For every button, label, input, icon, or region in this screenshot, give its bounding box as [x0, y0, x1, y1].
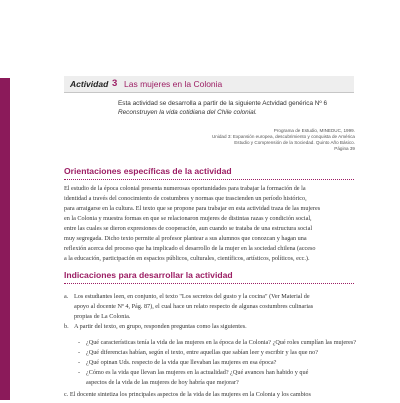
activity-header [64, 76, 354, 93]
activity-number: 3 [112, 78, 118, 89]
left-accent-bar [0, 78, 10, 400]
activity-title: Las mujeres en la Colonia [124, 79, 223, 89]
bullet-dash: - [78, 359, 81, 366]
list-item-line: propias de La Colonia. [74, 313, 131, 320]
activity-label: Actividad [70, 79, 109, 89]
list-marker: b. [64, 323, 69, 330]
heading-divider [64, 179, 354, 180]
section-heading: Orientaciones específicas de la actividad [64, 166, 232, 176]
cut-off-line-text: c. El docente sintetiza los principales aspectos de la vida de las mujeres en la Colonia y los cambios [64, 391, 311, 398]
source-line: Unidad 3: Expansión europea, descubrimiento y conquista de América [211, 134, 355, 139]
bullet-dash: - [78, 369, 81, 376]
bullet-line: ¿Qué características tenía la vida de las mujeres en la época de la Colonia? ¿Qué roles cumplían las mujeres? [86, 339, 357, 346]
paragraph-line: El estudio de la época colonial presenta numerosas oportunidades para trabajar la formación de la [64, 185, 306, 192]
source-line: Programa de Estudio, MINEDUC, 1999. [273, 128, 355, 133]
heading-divider [64, 283, 354, 284]
paragraph-line: muy segregada. Dicho texto permite al profesor plantear a sus alumnos que conozcan y hagan una [64, 235, 307, 242]
paragraph-line: para arraigarse en la cultura. El texto que se propone para trabajar en esta actividad traza de las mujeres [64, 205, 321, 212]
generic-activity-line: Esta actividad se desarrolla a partir de la siguiente Actvidad genérica Nº 6 [118, 100, 328, 107]
source-line: Página 39 [334, 146, 355, 151]
list-item-line: apoyo al docente Nº 4, Pág. 87), el cual hace un relato respecto de algunas costumbres culinarias [74, 303, 314, 310]
paragraph-line: entre las cuales se dieron expresiones de cooperación, aun cuando se trataba de una estructura social [64, 225, 313, 232]
source-line: Estudio y Comprensión de la Sociedad. Quinto Año Básico. [234, 140, 355, 145]
paragraph-line: identidad a través del conocimiento de costumbres y normas que trascienden un período histórico, [64, 195, 307, 202]
generic-activity-title: Reconstruyen la vida cotidiana del Chile colonial. [118, 109, 257, 116]
paragraph-line: a la educación, participación en espacios públicos, culturales, científicos, artísticos, políticos, ecc.). [64, 255, 310, 262]
paragraph-line: reflexión acerca del proceso que ha implicado el desarrollo de la mujer en la sociedad chilena (acceso [64, 245, 316, 252]
bullet-line: aspectos de la vida de las mujeres de hoy habría que mejorar? [86, 379, 239, 386]
list-marker: a. [64, 293, 69, 300]
paragraph-line: en la Colonia y muestra formas en que se relacionaron mujeres de distintas razas y condición social, [64, 215, 312, 222]
bullet-line: ¿Qué opinan Uds. respecto de la vida que llevaban las mujeres en esa época? [86, 359, 277, 366]
list-item-line: A partir del texto, en grupo, responden preguntas como las siguientes. [74, 323, 247, 330]
list-item-line: Los estudiantes leen, en conjunto, el texto "Los secretos del gusto y la cocina" (Ver Material de [74, 293, 310, 300]
bullet-line: ¿Qué diferencias habían, según el texto, entre aquellas que sabían leer y escribir y las que no? [86, 349, 318, 356]
section-heading: Indicaciones para desarrollar la actividad [64, 270, 233, 280]
cut-off-line [64, 391, 354, 400]
bullet-line: ¿Cómo es la vida que llevan las mujeres en la actualidad? ¿Qué avances han habido y qué [86, 369, 309, 376]
bullet-dash: - [78, 339, 81, 346]
bullet-dash: - [78, 349, 81, 356]
